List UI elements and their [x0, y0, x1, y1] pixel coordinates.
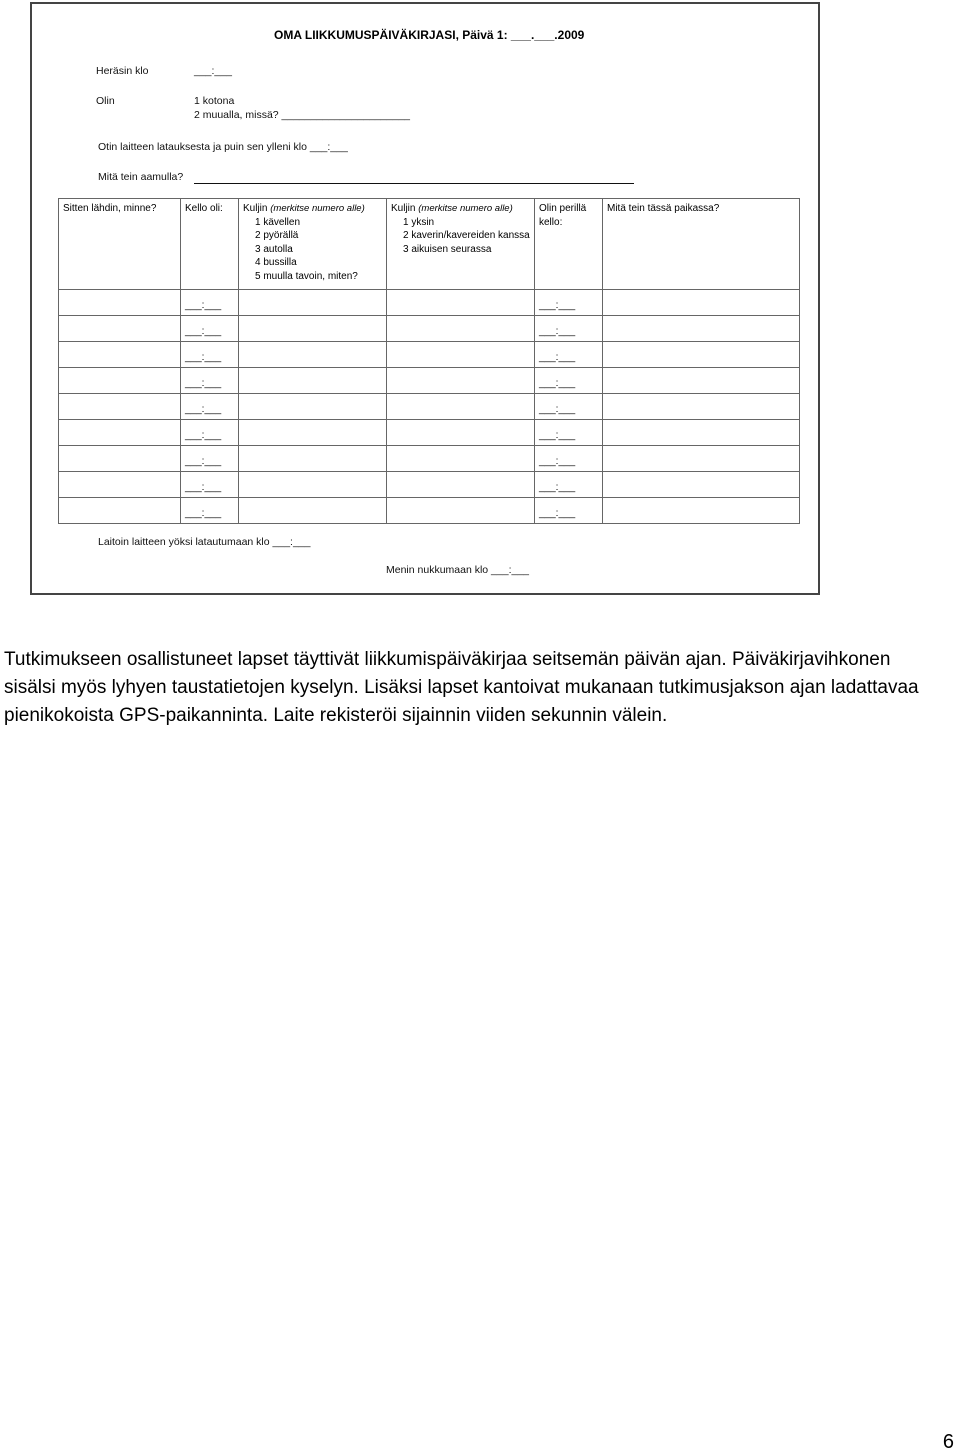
cell-company	[387, 368, 535, 394]
form-title: OMA LIIKKUMUSPÄIVÄKIRJASI, Päivä 1: ___.___.2009	[274, 28, 585, 42]
header-travel-mode: Kuljin (merkitse numero alle) 1 kävellen 2 pyörällä 3 autolla 4 bussilla 5 muulla tavoin, miten?	[239, 199, 387, 290]
cell-arrival-time	[535, 446, 603, 472]
header-destination: Sitten lähdin, minne?	[59, 199, 181, 290]
table-row	[59, 446, 800, 472]
cell-travel-mode	[239, 420, 387, 446]
cell-destination	[59, 290, 181, 316]
cell-activity	[603, 342, 800, 368]
cell-activity	[603, 472, 800, 498]
time-blank: ___:___	[185, 352, 222, 363]
diary-form-image	[30, 2, 820, 595]
cell-destination	[59, 420, 181, 446]
bedtime-label: Menin nukkumaan klo ___:___	[386, 564, 530, 576]
cell-company	[387, 446, 535, 472]
cell-travel-mode	[239, 290, 387, 316]
table-row	[59, 290, 800, 316]
time-blank: ___:___	[185, 326, 222, 337]
page-number: 6	[942, 1431, 954, 1453]
time-blank: ___:___	[185, 300, 222, 311]
woke-time-blank: ___:___	[194, 65, 232, 77]
cell-travel-mode	[239, 368, 387, 394]
cell-arrival-time	[535, 290, 603, 316]
time-blank: ___:___	[539, 300, 576, 311]
cell-arrival-time	[535, 394, 603, 420]
time-blank: ___:___	[185, 404, 222, 415]
was-label: Olin	[96, 95, 115, 107]
table-row	[59, 498, 800, 524]
cell-arrival-time	[535, 342, 603, 368]
cell-time	[181, 290, 239, 316]
time-blank: ___:___	[539, 482, 576, 493]
cell-time	[181, 316, 239, 342]
cell-time	[181, 446, 239, 472]
time-blank: ___:___	[539, 352, 576, 363]
cell-time	[181, 420, 239, 446]
time-blank: ___:___	[539, 326, 576, 337]
cell-travel-mode	[239, 446, 387, 472]
woke-label: Heräsin klo	[96, 65, 149, 77]
cell-company	[387, 420, 535, 446]
cell-destination	[59, 394, 181, 420]
night-charger-label: Laitoin laitteen yöksi latautumaan klo ___:___	[98, 536, 311, 548]
cell-travel-mode	[239, 342, 387, 368]
cell-travel-mode	[239, 498, 387, 524]
time-blank: ___:___	[185, 482, 222, 493]
header-time: Kello oli:	[181, 199, 239, 290]
cell-destination	[59, 446, 181, 472]
cell-activity	[603, 368, 800, 394]
time-blank: ___:___	[539, 508, 576, 519]
cell-destination	[59, 316, 181, 342]
time-blank: ___:___	[185, 456, 222, 467]
morning-label: Mitä tein aamulla?	[98, 171, 184, 183]
header-company: Kuljin (merkitse numero alle) 1 yksin 2 kaverin/kavereiden kanssa 3 aikuisen seurassa	[387, 199, 535, 290]
table-row	[59, 368, 800, 394]
cell-time	[181, 342, 239, 368]
cell-arrival-time	[535, 420, 603, 446]
cell-arrival-time	[535, 368, 603, 394]
table-row	[59, 394, 800, 420]
time-blank: ___:___	[185, 378, 222, 389]
cell-company	[387, 316, 535, 342]
cell-arrival-time	[535, 472, 603, 498]
cell-activity	[603, 394, 800, 420]
table-header-row	[59, 199, 800, 290]
cell-time	[181, 498, 239, 524]
travel-log-table	[58, 198, 800, 524]
cell-arrival-time	[535, 316, 603, 342]
cell-destination	[59, 342, 181, 368]
cell-travel-mode	[239, 472, 387, 498]
header-arrival-time: Olin perillä kello:	[535, 199, 603, 290]
time-blank: ___:___	[539, 404, 576, 415]
cell-activity	[603, 420, 800, 446]
caption-paragraph: Tutkimukseen osallistuneet lapset täyttivät liikkumispäiväkirjaa seitsemän päivän ajan. Päiväkirjavihkonen sisälsi myös lyhyen taustatietojen kyselyn. Lisäksi lapset kantoivat mukanaan tutkimusjakson ajan ladattavaa pienikokoista GPS-paikanninta. Laite rekisteröi sijainnin viiden sekunnin välein.	[4, 649, 919, 726]
cell-company	[387, 342, 535, 368]
table-row	[59, 316, 800, 342]
table-row	[59, 342, 800, 368]
was-option-home: 1 kotona	[194, 95, 235, 107]
time-blank: ___:___	[185, 430, 222, 441]
cell-arrival-time	[535, 498, 603, 524]
cell-company	[387, 290, 535, 316]
morning-answer-line	[194, 183, 634, 184]
cell-time	[181, 394, 239, 420]
header-activity: Mitä tein tässä paikassa?	[603, 199, 800, 290]
was-option-elsewhere: 2 muualla, missä? ______________________	[194, 109, 411, 121]
cell-time	[181, 472, 239, 498]
cell-time	[181, 368, 239, 394]
cell-destination	[59, 472, 181, 498]
cell-activity	[603, 446, 800, 472]
cell-travel-mode	[239, 394, 387, 420]
time-blank: ___:___	[539, 430, 576, 441]
cell-activity	[603, 290, 800, 316]
table-row	[59, 472, 800, 498]
time-blank: ___:___	[185, 508, 222, 519]
table-row	[59, 420, 800, 446]
cell-destination	[59, 368, 181, 394]
charger-off-label: Otin laitteen latauksesta ja puin sen ylleni klo ___:___	[98, 141, 348, 153]
time-blank: ___:___	[539, 378, 576, 389]
cell-activity	[603, 498, 800, 524]
cell-company	[387, 472, 535, 498]
cell-activity	[603, 316, 800, 342]
cell-company	[387, 394, 535, 420]
time-blank: ___:___	[539, 456, 576, 467]
cell-company	[387, 498, 535, 524]
cell-travel-mode	[239, 316, 387, 342]
cell-destination	[59, 498, 181, 524]
